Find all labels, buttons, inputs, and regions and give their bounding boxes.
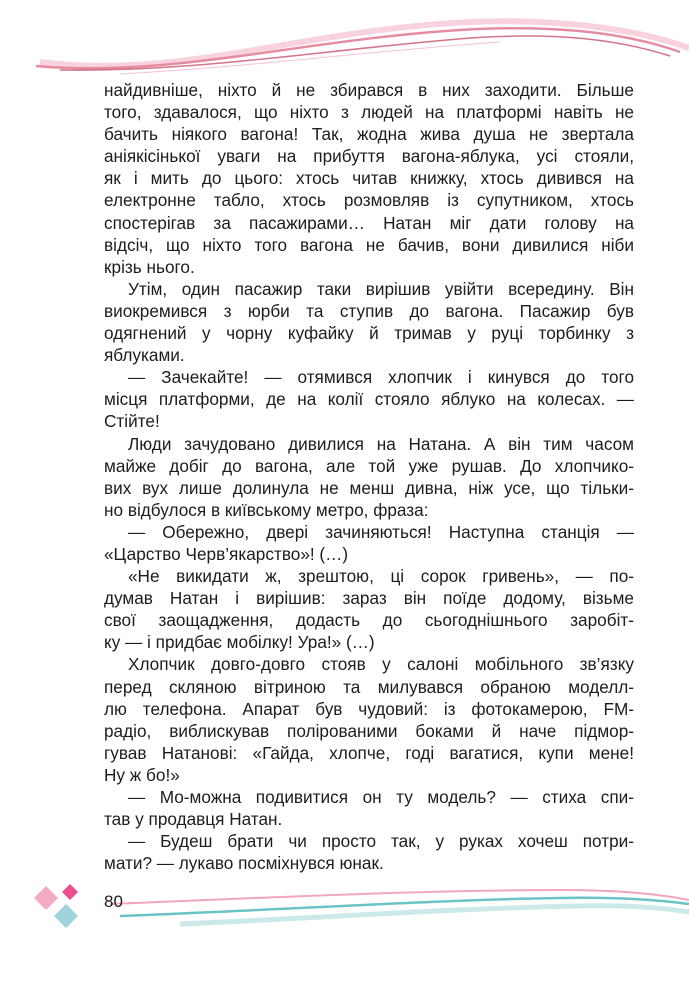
text-line: аніякісінької уваги на прибуття вагона-яблука, усі стояли, <box>104 146 634 167</box>
text-line: Хлопчик довго-довго стояв у салоні мобільного зв’язку <box>128 654 634 675</box>
text-line: тав у продавця Натан. <box>104 809 283 830</box>
text-line: місця платформи, де на колії стояло яблуко на колесах. — <box>104 389 634 410</box>
text-line: Стійте! <box>104 411 160 432</box>
text-line: радіо, виблискував полірованими боками й наче підмор- <box>104 720 634 741</box>
text-line: спостерігав за пасажирами… Натан міг дати голову на <box>104 212 634 233</box>
text-line: — Обережно, двері зачиняються! Наступна станція — <box>128 521 634 542</box>
text-line: ку — і придбає мобілку! Ура!» (…) <box>104 632 375 653</box>
text-line: найдивніше, ніхто й не збирався в них заходити. Більше <box>104 80 634 100</box>
text-line: того, здавалося, що ніхто з людей на платформі навіть не <box>104 102 634 123</box>
text-line: думав Натан і вирішив: зараз він поїде додому, візьме <box>104 588 634 609</box>
top-wave-decoration <box>0 0 689 90</box>
text-line: но відбулося в київському метро, фраза: <box>104 499 429 520</box>
text-line: відсіч, що ніхто того вагона не бачив, вони дивилися ніби <box>104 234 634 255</box>
text-line: електронне табло, хтось розмовляв із супутником, хтось <box>104 190 634 211</box>
text-line: — Будеш брати чи просто так, у руках хочеш потри- <box>128 831 634 852</box>
text-line: «Царство Черв’якарство»! (…) <box>104 543 349 564</box>
text-line: перед скляною вітриною та милувався обраною моделл- <box>104 676 634 697</box>
story-text <box>104 79 634 874</box>
text-line: виокремився з юрби та ступив до вагона. Пасажир був <box>104 300 634 321</box>
text-line: лю телефона. Апарат був чудовий: із фотокамерою, FM- <box>104 698 634 719</box>
page-number: 80 <box>104 892 123 911</box>
text-line: одягнений у чорну куфайку й тримав у руці торбинку з <box>104 323 634 344</box>
text-line: яблуками. <box>104 345 185 366</box>
text-line: вих вух лише долинула не менш дивна, ніж усе, що тільки- <box>104 477 634 498</box>
diamond-decoration <box>28 878 98 938</box>
text-line: бачить ніякого вагона! Так, жодна жива душа не звертала <box>104 124 634 145</box>
text-line: гував Натанові: «Гайда, хлопче, годі вагатися, купи мене! <box>104 742 634 763</box>
text-line: свої заощадження, додасть до сьогоднішнього заробіт- <box>104 610 634 631</box>
text-line: — Зачекайте! — отямився хлопчик і кинувся до того <box>128 367 634 388</box>
text-line: мати? — лукаво посміхнувся юнак. <box>104 853 384 874</box>
text-line: Люди зачудовано дивилися на Натана. А він тим часом <box>128 433 634 454</box>
text-line: «Не викидати ж, зрештою, ці сорок гривень», — по- <box>128 566 634 587</box>
text-line: Ну ж бо!» <box>104 764 180 785</box>
text-line: Утім, один пасажир таки вирішив увійти всередину. Він <box>128 278 634 299</box>
text-line: крізь нього. <box>104 256 195 277</box>
text-line: майже добіг до вагона, але той уже рушав. До хлопчико- <box>104 455 634 476</box>
text-line: як і мить до цього: хтось читав книжку, хтось дивився на <box>104 168 634 189</box>
text-line: — Мо-можна подивитися он ту модель? — стиха спи- <box>128 787 634 807</box>
